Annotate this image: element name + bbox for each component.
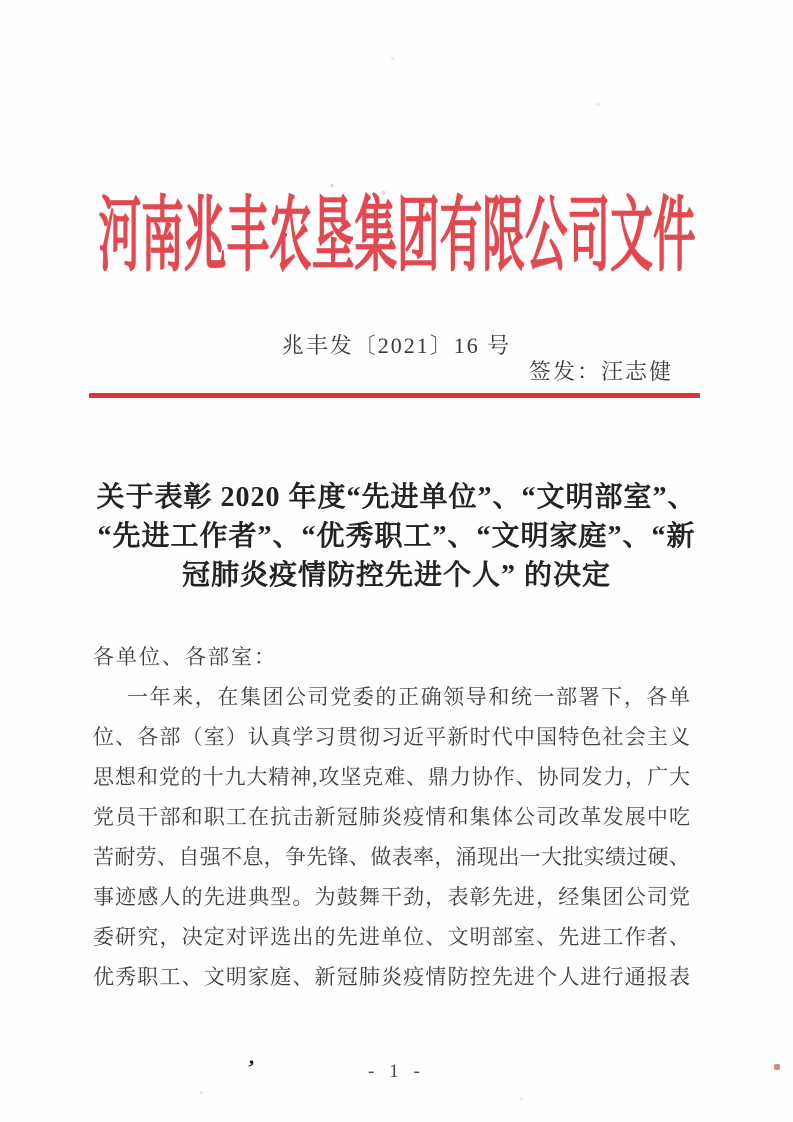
scan-speck <box>596 103 600 106</box>
body-line: 优秀职工、文明家庭、新冠肺炎疫情防控先进个人进行通报表 <box>93 965 690 989</box>
document-number: 兆丰发〔2021〕16 号 <box>281 333 512 358</box>
body-line: 思想和党的十九大精神,攻坚克难、鼎力协作、协同发力，广大 <box>93 765 690 789</box>
body-line: 一年来，在集团公司党委的正确领导和统一部署下，各单 <box>127 685 690 709</box>
letterhead <box>0 186 793 286</box>
body-line: 党员干部和职工在抗击新冠肺炎疫情和集体公司改革发展中吃 <box>93 805 690 829</box>
organization-title: 河南兆丰农垦集团有限公司文件 <box>98 190 695 281</box>
body-line: 委研究，决定对评选出的先进单位、文明部室、先进工作者、 <box>93 925 690 949</box>
signer-label: 签发： <box>528 359 601 384</box>
salutation-line: 各单位、各部室： <box>93 645 277 669</box>
document-title-line-2: “先进工作者”、“优秀职工”、“文明家庭”、“新 <box>97 521 696 552</box>
body-line: 事迹感人的先进典型。为鼓舞干劲，表彰先进，经集团公司党 <box>93 885 690 909</box>
red-divider-rule <box>89 393 700 398</box>
scan-speck <box>200 1091 203 1094</box>
page-number: - 1 - <box>368 1061 425 1082</box>
scan-speck <box>520 1097 523 1100</box>
scan-speck <box>391 57 394 60</box>
document-title-line-1: 关于表彰 2020 年度“先进单位”、“文明部室”、 <box>96 482 697 513</box>
signer-line <box>529 357 673 387</box>
document-title-line-3: 冠肺炎疫情防控先进个人” 的决定 <box>181 560 611 591</box>
body-line: 苦耐劳、自强不息，争先锋、做表率，涌现出一大批实绩过硬、 <box>93 845 690 869</box>
body-line: 位、各部（室）认真学习贯彻习近平新时代中国特色社会主义 <box>93 725 690 749</box>
signer-name: 汪志健 <box>600 359 673 384</box>
stray-ink-mark: ’ <box>245 1054 257 1081</box>
document-title <box>45 478 748 595</box>
document-body <box>93 637 690 997</box>
